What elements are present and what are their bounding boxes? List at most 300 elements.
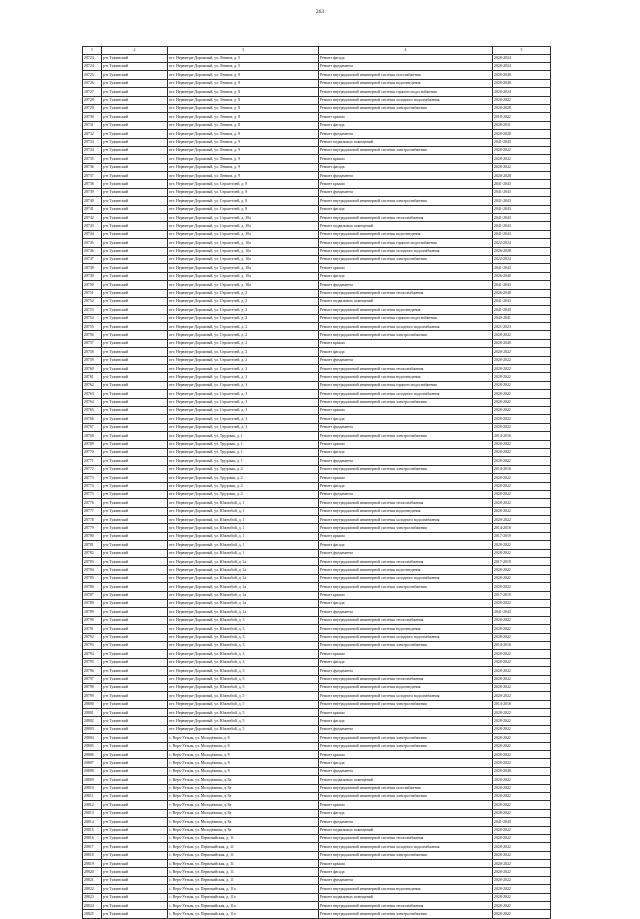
row-number-cell: 28731 (83, 121, 102, 129)
table-row (83, 566, 551, 574)
row-number-cell: 28807 (83, 759, 102, 767)
row-number-cell: 28757 (83, 339, 102, 347)
district-cell: р-н Тужинский (102, 104, 168, 112)
work-type-cell: Ремонт крыши (319, 264, 493, 272)
row-number-cell: 28750 (83, 281, 102, 289)
address-cell: с. Верх-Ухтым, ул. Молодёжная, д. 8 (168, 759, 319, 767)
district-cell: р-н Тужинский (102, 507, 168, 515)
period-cell: 2020-2040 (493, 767, 551, 775)
address-cell: с. Верх-Ухтым, ул. Первомайская, д. 11а (168, 885, 319, 893)
address-cell: с. Верх-Ухтым, ул. Молодёжная, д. 8 (168, 751, 319, 759)
column-number-2: 2 (102, 47, 168, 55)
work-type-cell: Ремонт внутридомовой инженерной системы теплоснабжения (319, 365, 493, 373)
district-cell: р-н Тужинский (102, 415, 168, 423)
row-number-cell: 28804 (83, 734, 102, 742)
period-cell: 2020-2022 (493, 348, 551, 356)
row-number-cell: 28790 (83, 616, 102, 624)
district-cell: р-н Тужинский (102, 625, 168, 633)
period-cell: 2026-2040 (493, 289, 551, 297)
row-number-cell: 28776 (83, 499, 102, 507)
work-type-cell: Ремонт фундамента (319, 667, 493, 675)
period-cell: 2020-2040 (493, 71, 551, 79)
address-cell: пгт. Нерюнгри-Дорожный, ул. Ленина, д. 9 (168, 172, 319, 180)
district-cell: р-н Тужинский (102, 717, 168, 725)
work-type-cell: Ремонт фасада (319, 448, 493, 456)
district-cell: р-н Тужинский (102, 272, 168, 280)
table-row (83, 759, 551, 767)
row-number-cell: 28733 (83, 138, 102, 146)
row-number-cell: 28811 (83, 792, 102, 800)
district-cell: р-н Тужинский (102, 457, 168, 465)
table-row (83, 516, 551, 524)
row-number-cell: 28777 (83, 507, 102, 515)
work-type-cell: Ремонт крыши (319, 751, 493, 759)
period-cell: 2014-2016 (493, 432, 551, 440)
district-cell: р-н Тужинский (102, 616, 168, 624)
district-cell: р-н Тужинский (102, 532, 168, 540)
row-number-cell: 28724 (83, 62, 102, 70)
district-cell: р-н Тужинский (102, 281, 168, 289)
district-cell: р-н Тужинский (102, 885, 168, 893)
table-row (83, 902, 551, 910)
district-cell: р-н Тужинский (102, 566, 168, 574)
address-cell: пгт. Нерюнгри-Дорожный, ул. Строителей, д. 3 (168, 390, 319, 398)
address-cell: пгт. Нерюнгри-Дорожный, ул. Южнобой, д. 1 (168, 532, 319, 540)
table-row (83, 583, 551, 591)
period-cell: 2020-2022 (493, 910, 551, 918)
district-cell: р-н Тужинский (102, 465, 168, 473)
district-cell: р-н Тужинский (102, 289, 168, 297)
address-cell: пгт. Нерюнгри-Дорожный, ул. Южнобой, д. 3 (168, 625, 319, 633)
table-row (83, 365, 551, 373)
table-row (83, 532, 551, 540)
period-cell: 2020-2022 (493, 398, 551, 406)
table-row (83, 172, 551, 180)
address-cell: пгт. Нерюнгри-Дорожный, ул. Строителей, д. 10а (168, 247, 319, 255)
table-row (83, 751, 551, 759)
address-cell: пгт. Нерюнгри-Дорожный, ул. Строителей, д. 8 (168, 197, 319, 205)
row-number-cell: 28739 (83, 188, 102, 196)
row-number-cell: 28818 (83, 851, 102, 859)
district-cell: р-н Тужинский (102, 113, 168, 121)
district-cell: р-н Тужинский (102, 482, 168, 490)
row-number-cell: 28754 (83, 314, 102, 322)
table-row (83, 448, 551, 456)
row-number-cell: 28759 (83, 356, 102, 364)
district-cell: р-н Тужинский (102, 365, 168, 373)
table-row (83, 398, 551, 406)
address-cell: пгт. Нерюнгри-Дорожный, ул. Южнобой, д. 3 (168, 641, 319, 649)
work-type-cell: Ремонт внутридомовой инженерной системы горячего водоснабжения (319, 88, 493, 96)
table-row (83, 423, 551, 431)
address-cell: с. Верх-Ухтым, ул. Первомайская, д. 11 (168, 834, 319, 842)
period-cell: 2020-2022 (493, 667, 551, 675)
period-cell: 2041-2043 (493, 818, 551, 826)
work-type-cell: Ремонт внутридомовой инженерной системы электроснабжения (319, 255, 493, 263)
address-cell: пгт. Нерюнгри-Дорожный, ул. Строителей, д. 10а (168, 239, 319, 247)
district-cell: р-н Тужинский (102, 608, 168, 616)
district-cell: р-н Тужинский (102, 96, 168, 104)
row-number-cell: 28734 (83, 146, 102, 154)
period-cell: 2020-2022 (493, 415, 551, 423)
row-number-cell: 28785 (83, 574, 102, 582)
work-type-cell: Ремонт внутридомовой инженерной системы водоотведения (319, 683, 493, 691)
row-number-cell: 28756 (83, 331, 102, 339)
district-cell: р-н Тужинский (102, 264, 168, 272)
table-row (83, 62, 551, 70)
period-cell: 2020-2022 (493, 541, 551, 549)
district-cell: р-н Тужинский (102, 860, 168, 868)
table-row (83, 700, 551, 708)
table-row (83, 121, 551, 129)
table-row (83, 432, 551, 440)
column-number-row (83, 47, 551, 55)
row-number-cell: 28800 (83, 700, 102, 708)
table-row (83, 230, 551, 238)
address-cell: пгт. Нерюнгри-Дорожный, ул. Трудовая, д. 2 (168, 465, 319, 473)
district-cell: р-н Тужинский (102, 180, 168, 188)
period-cell: 2020-2022 (493, 885, 551, 893)
district-cell: р-н Тужинский (102, 407, 168, 415)
table-row (83, 650, 551, 658)
table-row (83, 742, 551, 750)
row-number-cell: 28782 (83, 549, 102, 557)
period-cell: 2020-2022 (493, 902, 551, 910)
district-cell: р-н Тужинский (102, 558, 168, 566)
row-number-cell: 28758 (83, 348, 102, 356)
work-type-cell: Ремонт крыши (319, 113, 493, 121)
row-number-cell: 28737 (83, 172, 102, 180)
work-type-cell: Ремонт внутридомовой инженерной системы электроснабжения (319, 851, 493, 859)
period-cell: 2020-2022 (493, 490, 551, 498)
address-cell: пгт. Нерюнгри-Дорожный, ул. Ленина, д. 8 (168, 113, 319, 121)
period-cell: 2020-2040 (493, 339, 551, 347)
row-number-cell: 28803 (83, 725, 102, 733)
table-row (83, 188, 551, 196)
table-row (83, 860, 551, 868)
period-cell: 2020-2022 (493, 507, 551, 515)
district-cell: р-н Тужинский (102, 339, 168, 347)
period-cell: 2020-2022 (493, 633, 551, 641)
row-number-cell: 28817 (83, 843, 102, 851)
row-number-cell: 28752 (83, 297, 102, 305)
table-row (83, 801, 551, 809)
work-type-cell: Ремонт фасада (319, 272, 493, 280)
period-cell: 2041-2043 (493, 138, 551, 146)
address-cell: пгт. Нерюнгри-Дорожный, ул. Строителей, д. 2 (168, 289, 319, 297)
district-cell: р-н Тужинский (102, 843, 168, 851)
period-cell: 2020-2022 (493, 390, 551, 398)
period-cell: 2020-2022 (493, 499, 551, 507)
period-cell: 2026-2028 (493, 247, 551, 255)
table-row (83, 834, 551, 842)
period-cell: 2020-2022 (493, 583, 551, 591)
address-cell: пгт. Нерюнгри-Дорожный, ул. Ленина, д. 5 (168, 54, 319, 62)
table-row (83, 331, 551, 339)
row-number-cell: 28727 (83, 88, 102, 96)
address-cell: с. Верх-Ухтым, ул. Первомайская, д. 11 (168, 843, 319, 851)
table-row (83, 323, 551, 331)
period-cell: 2041-2043 (493, 180, 551, 188)
address-cell: пгт. Нерюнгри-Дорожный, ул. Южнобой, д. 1 (168, 507, 319, 515)
table-row (83, 79, 551, 87)
address-cell: пгт. Нерюнгри-Дорожный, ул. Южнобой, д. 1 (168, 541, 319, 549)
table-row (83, 910, 551, 918)
row-number-cell: 28824 (83, 902, 102, 910)
district-cell: р-н Тужинский (102, 574, 168, 582)
work-type-cell: Ремонт внутридомовой инженерной системы электроснабжения (319, 792, 493, 800)
row-number-cell: 28787 (83, 591, 102, 599)
address-cell: пгт. Нерюнгри-Дорожный, ул. Строителей, д. 2 (168, 339, 319, 347)
table-row (83, 381, 551, 389)
work-type-cell: Ремонт внутридомовой инженерной системы электроснабжения (319, 432, 493, 440)
work-type-cell: Ремонт внутридомовой инженерной системы водоотведения (319, 306, 493, 314)
address-cell: пгт. Нерюнгри-Дорожный, ул. Строителей, д. 10а (168, 281, 319, 289)
district-cell: р-н Тужинский (102, 499, 168, 507)
table-row (83, 809, 551, 817)
table-row (83, 549, 551, 557)
address-cell: с. Верх-Ухтым, ул. Первомайская, д. 11а (168, 910, 319, 918)
district-cell: р-н Тужинский (102, 297, 168, 305)
work-type-cell: Ремонт внутридомовой инженерной системы горячего водоснабжения (319, 381, 493, 389)
work-type-cell: Ремонт внутридомовой инженерной системы теплоснабжения (319, 558, 493, 566)
table-row (83, 339, 551, 347)
table-row (83, 54, 551, 62)
work-type-cell: Ремонт внутридомовой инженерной системы электроснабжения (319, 465, 493, 473)
district-cell: р-н Тужинский (102, 767, 168, 775)
address-cell: пгт. Нерюнгри-Дорожный, ул. Южнобой, д. 1 (168, 499, 319, 507)
table-row (83, 675, 551, 683)
work-type-cell: Ремонт подвальных помещений (319, 776, 493, 784)
table-row (83, 440, 551, 448)
work-type-cell: Ремонт подвальных помещений (319, 138, 493, 146)
address-cell: пгт. Нерюнгри-Дорожный, ул. Строителей, д. 3 (168, 373, 319, 381)
period-cell: 2014-2016 (493, 641, 551, 649)
work-type-cell: Ремонт фасада (319, 658, 493, 666)
address-cell: пгт. Нерюнгри-Дорожный, ул. Ленина, д. 9 (168, 163, 319, 171)
table-row (83, 667, 551, 675)
period-cell: 2020-2022 (493, 876, 551, 884)
district-cell: р-н Тужинский (102, 734, 168, 742)
period-cell: 2041-2043 (493, 197, 551, 205)
address-cell: с. Верх-Ухтым, ул. Молодёжная, д. 8а (168, 792, 319, 800)
period-cell: 2020-2022 (493, 675, 551, 683)
work-type-cell: Ремонт внутридомовой инженерной системы теплоснабжения (319, 902, 493, 910)
row-number-cell: 28755 (83, 323, 102, 331)
work-type-cell: Ремонт фундамента (319, 490, 493, 498)
district-cell: р-н Тужинский (102, 432, 168, 440)
period-cell: 2017-2019 (493, 532, 551, 540)
period-cell: 2020-2040 (493, 79, 551, 87)
period-cell: 2020-2022 (493, 474, 551, 482)
work-type-cell: Ремонт фундамента (319, 172, 493, 180)
period-cell: 2020-2022 (493, 801, 551, 809)
address-cell: пгт. Нерюнгри-Дорожный, ул. Южнобой, д. 1а (168, 608, 319, 616)
address-cell: пгт. Нерюнгри-Дорожный, ул. Трудовая, д. 2 (168, 490, 319, 498)
table-row (83, 180, 551, 188)
period-cell: 2041-2043 (493, 214, 551, 222)
row-number-cell: 28768 (83, 432, 102, 440)
table-row (83, 683, 551, 691)
address-cell: пгт. Нерюнгри-Дорожный, ул. Строителей, д. 3 (168, 423, 319, 431)
row-number-cell: 28821 (83, 876, 102, 884)
row-number-cell: 28795 (83, 658, 102, 666)
district-cell: р-н Тужинский (102, 650, 168, 658)
table-row (83, 373, 551, 381)
address-cell: пгт. Нерюнгри-Дорожный, ул. Строителей, д. 2 (168, 306, 319, 314)
address-cell: пгт. Нерюнгри-Дорожный, ул. Ленина, д. 8 (168, 104, 319, 112)
column-number-1: 1 (83, 47, 102, 55)
district-cell: р-н Тужинский (102, 759, 168, 767)
work-type-cell: Ремонт крыши (319, 591, 493, 599)
address-cell: пгт. Нерюнгри-Дорожный, ул. Строителей, д. 10а (168, 272, 319, 280)
address-cell: с. Верх-Ухтым, ул. Первомайская, д. 11 (168, 851, 319, 859)
row-number-cell: 28772 (83, 465, 102, 473)
row-number-cell: 28738 (83, 180, 102, 188)
period-cell: 2022-2024 (493, 255, 551, 263)
row-number-cell: 28799 (83, 692, 102, 700)
table-row (83, 507, 551, 515)
district-cell: р-н Тужинский (102, 255, 168, 263)
address-cell: пгт. Нерюнгри-Дорожный, ул. Южнобой, д. 3 (168, 667, 319, 675)
repair-schedule-table (82, 46, 551, 919)
address-cell: с. Верх-Ухтым, ул. Молодёжная, д. 8а (168, 801, 319, 809)
work-type-cell: Ремонт фундамента (319, 356, 493, 364)
work-type-cell: Ремонт крыши (319, 860, 493, 868)
row-number-cell: 28761 (83, 373, 102, 381)
period-cell: 2020-2022 (493, 851, 551, 859)
column-number-4: 4 (319, 47, 493, 55)
work-type-cell: Ремонт крыши (319, 407, 493, 415)
table-row (83, 306, 551, 314)
district-cell: р-н Тужинский (102, 834, 168, 842)
address-cell: пгт. Нерюнгри-Дорожный, ул. Ленина, д. 8 (168, 96, 319, 104)
row-number-cell: 28747 (83, 255, 102, 263)
table-row (83, 356, 551, 364)
district-cell: р-н Тужинский (102, 910, 168, 918)
row-number-cell: 28735 (83, 155, 102, 163)
district-cell: р-н Тужинский (102, 658, 168, 666)
work-type-cell: Ремонт внутридомовой инженерной системы водоотведения (319, 885, 493, 893)
period-cell: 2020-2028 (493, 130, 551, 138)
row-number-cell: 28769 (83, 440, 102, 448)
table-row (83, 524, 551, 532)
period-cell: 2041-2043 (493, 264, 551, 272)
address-cell: пгт. Нерюнгри-Дорожный, ул. Южнобой, д. 3 (168, 658, 319, 666)
table-row (83, 734, 551, 742)
district-cell: р-н Тужинский (102, 222, 168, 230)
row-number-cell: 28792 (83, 633, 102, 641)
address-cell: с. Верх-Ухтым, ул. Молодёжная, д. 8 (168, 734, 319, 742)
period-cell: 2041-2043 (493, 205, 551, 213)
address-cell: пгт. Нерюнгри-Дорожный, ул. Южнобой, д. 5 (168, 725, 319, 733)
row-number-cell: 28762 (83, 381, 102, 389)
district-cell: р-н Тужинский (102, 188, 168, 196)
table-row (83, 407, 551, 415)
row-number-cell: 28809 (83, 776, 102, 784)
row-number-cell: 28753 (83, 306, 102, 314)
row-number-cell: 28796 (83, 667, 102, 675)
address-cell: пгт. Нерюнгри-Дорожный, ул. Трудовая, д. 2 (168, 482, 319, 490)
table-row (83, 222, 551, 230)
row-number-cell: 28810 (83, 784, 102, 792)
table-row (83, 633, 551, 641)
address-cell: пгт. Нерюнгри-Дорожный, ул. Южнобой, д. 1а (168, 599, 319, 607)
work-type-cell: Ремонт фундамента (319, 549, 493, 557)
address-cell: пгт. Нерюнгри-Дорожный, ул. Строителей, д. 2 (168, 348, 319, 356)
work-type-cell: Ремонт крыши (319, 650, 493, 658)
table-row (83, 289, 551, 297)
work-type-cell: Ремонт фундамента (319, 608, 493, 616)
address-cell: пгт. Нерюнгри-Дорожный, ул. Строителей, д. 8 (168, 205, 319, 213)
address-cell: с. Верх-Ухтым, ул. Молодёжная, д. 8а (168, 826, 319, 834)
address-cell: пгт. Нерюнгри-Дорожный, ул. Строителей, д. 3 (168, 365, 319, 373)
district-cell: р-н Тужинский (102, 591, 168, 599)
period-cell: 2020-2028 (493, 104, 551, 112)
work-type-cell: Ремонт подвальных помещений (319, 297, 493, 305)
district-cell: р-н Тужинский (102, 583, 168, 591)
address-cell: пгт. Нерюнгри-Дорожный, ул. Ленина, д. 9 (168, 155, 319, 163)
period-cell: 2020-2022 (493, 407, 551, 415)
row-number-cell: 28770 (83, 448, 102, 456)
period-cell: 2020-2022 (493, 759, 551, 767)
table-row (83, 96, 551, 104)
row-number-cell: 28786 (83, 583, 102, 591)
work-type-cell: Ремонт крыши (319, 180, 493, 188)
period-cell: 2020-2022 (493, 717, 551, 725)
period-cell: 2020-2024 (493, 62, 551, 70)
period-cell: 2020-2031 (493, 121, 551, 129)
table-row (83, 264, 551, 272)
district-cell: р-н Тужинский (102, 88, 168, 96)
district-cell: р-н Тужинский (102, 205, 168, 213)
row-number-cell: 28725 (83, 71, 102, 79)
table-row (83, 255, 551, 263)
work-type-cell: Ремонт крыши (319, 532, 493, 540)
table-row (83, 197, 551, 205)
district-cell: р-н Тужинский (102, 876, 168, 884)
district-cell: р-н Тужинский (102, 868, 168, 876)
work-type-cell: Ремонт фасада (319, 482, 493, 490)
table-row (83, 71, 551, 79)
row-number-cell: 28789 (83, 608, 102, 616)
table-row (83, 490, 551, 498)
work-type-cell: Ремонт фундамента (319, 130, 493, 138)
period-cell: 2014-2016 (493, 700, 551, 708)
district-cell: р-н Тужинский (102, 440, 168, 448)
work-type-cell: Ремонт внутридомовой инженерной системы холодного водоснабжения (319, 96, 493, 104)
work-type-cell: Ремонт внутридомовой инженерной системы электроснабжения (319, 524, 493, 532)
work-type-cell: Ремонт крыши (319, 440, 493, 448)
period-cell: 2020-2022 (493, 725, 551, 733)
work-type-cell: Ремонт внутридомовой инженерной системы электроснабжения (319, 104, 493, 112)
row-number-cell: 28728 (83, 96, 102, 104)
work-type-cell: Ремонт внутридомовой инженерной системы холодного водоснабжения (319, 692, 493, 700)
work-type-cell: Ремонт внутридомовой инженерной системы электроснабжения (319, 146, 493, 154)
row-number-cell: 28751 (83, 289, 102, 297)
period-cell: 2020-2022 (493, 163, 551, 171)
district-cell: р-н Тужинский (102, 641, 168, 649)
table-row (83, 725, 551, 733)
period-cell: 2018-2022 (493, 113, 551, 121)
work-type-cell: Ремонт внутридомовой инженерной системы электроснабжения (319, 742, 493, 750)
address-cell: пгт. Нерюнгри-Дорожный, ул. Южнобой, д. 1 (168, 516, 319, 524)
district-cell: р-н Тужинский (102, 356, 168, 364)
work-type-cell: Ремонт фундамента (319, 281, 493, 289)
address-cell: пгт. Нерюнгри-Дорожный, ул. Строителей, д. 2 (168, 297, 319, 305)
district-cell: р-н Тужинский (102, 516, 168, 524)
row-number-cell: 28723 (83, 54, 102, 62)
